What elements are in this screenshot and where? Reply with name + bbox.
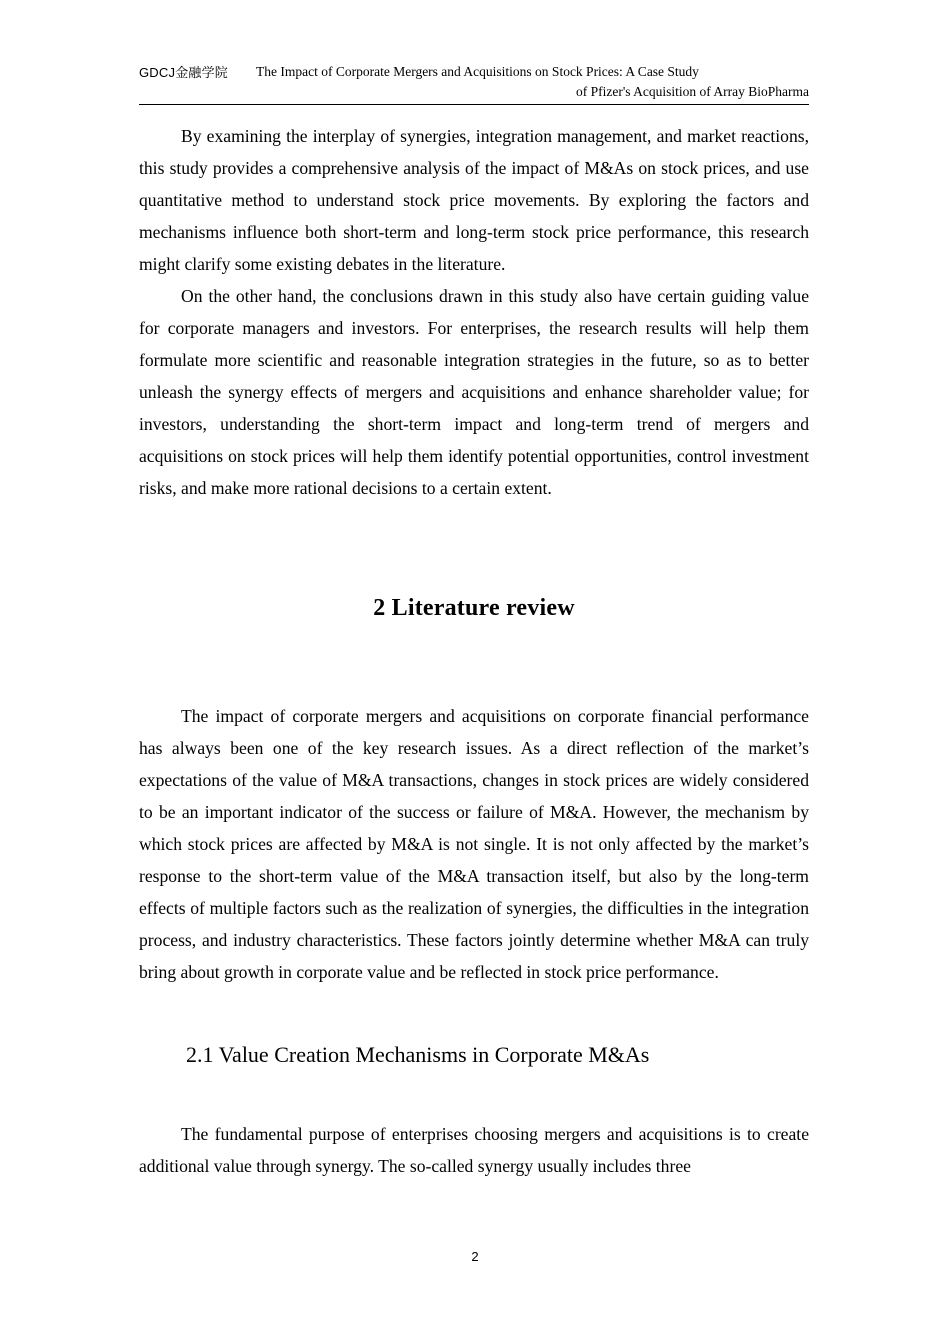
header-divider-rule	[139, 104, 809, 105]
header-row	[139, 62, 809, 102]
subsection-heading-value-creation-mechanisms: 2.1 Value Creation Mechanisms in Corporate M&As	[186, 1042, 650, 1067]
header-title-line-1: The Impact of Corporate Mergers and Acquisitions on Stock Prices: A Case Study	[256, 64, 699, 79]
header-title-line-2: of Pfizer's Acquisition of Array BioPharma	[575, 84, 809, 99]
running-header	[139, 62, 809, 102]
spacer-after-subsection-heading	[139, 1070, 809, 1118]
spacer-before-subsection-heading	[139, 988, 809, 1040]
page-footer	[0, 1248, 950, 1266]
spacer-before-section-heading	[139, 504, 809, 592]
paragraph-the-impact-of-corporate: The impact of corporate mergers and acquisitions on corporate financial performance has always been one of the key research issues. As a direct reflection of the market’s expectations of the value of M&A transactions, changes in stock prices are widely considered to be an important indicator of the success or failure of M&A. However, the mechanism by which stock prices are affected by M&A is not single. It is not only affected by the market’s response to the short-term value of the M&A transaction itself, but also by the long-term effects of multiple factors such as the realization of synergies, the difficulties in the integration process, and industry characteristics. These factors jointly determine whether M&A can truly bring about growth in corporate value and be reflected in stock price performance.	[139, 706, 809, 982]
page-number: 2	[471, 1249, 479, 1264]
section-heading-literature-review: 2 Literature review	[373, 595, 575, 621]
institution-label: GDCJ金融学院	[139, 65, 228, 80]
document-body	[139, 120, 809, 1182]
paragraph-on-the-other-hand: On the other hand, the conclusions drawn in this study also have certain guiding value for corporate managers and investors. For enterprises, the research results will help them formulate more scientific and reasonable integration strategies in the future, so as to better unleash the synergy effects of mergers and acquisitions and enhance shareholder value; for investors, understanding the short-term impact and long-term trend of mergers and acquisitions on stock prices will help them identify potential opportunities, control investment risks, and make more rational decisions to a certain extent.	[139, 286, 809, 498]
header-title-block	[256, 62, 809, 102]
paragraph-the-fundamental-purpose: The fundamental purpose of enterprises choosing mergers and acquisitions is to create additional value through synergy. The so-called synergy usually includes three	[139, 1124, 809, 1176]
spacer-after-section-heading	[139, 624, 809, 700]
paragraph-by-examining: By examining the interplay of synergies, integration management, and market reactions, this study provides a comprehensive analysis of the impact of M&As on stock prices, and use quantitative method to understand stock price movements. By exploring the factors and mechanisms influence both short-term and long-term stock price performance, this research might clarify some existing debates in the literature.	[139, 126, 809, 274]
